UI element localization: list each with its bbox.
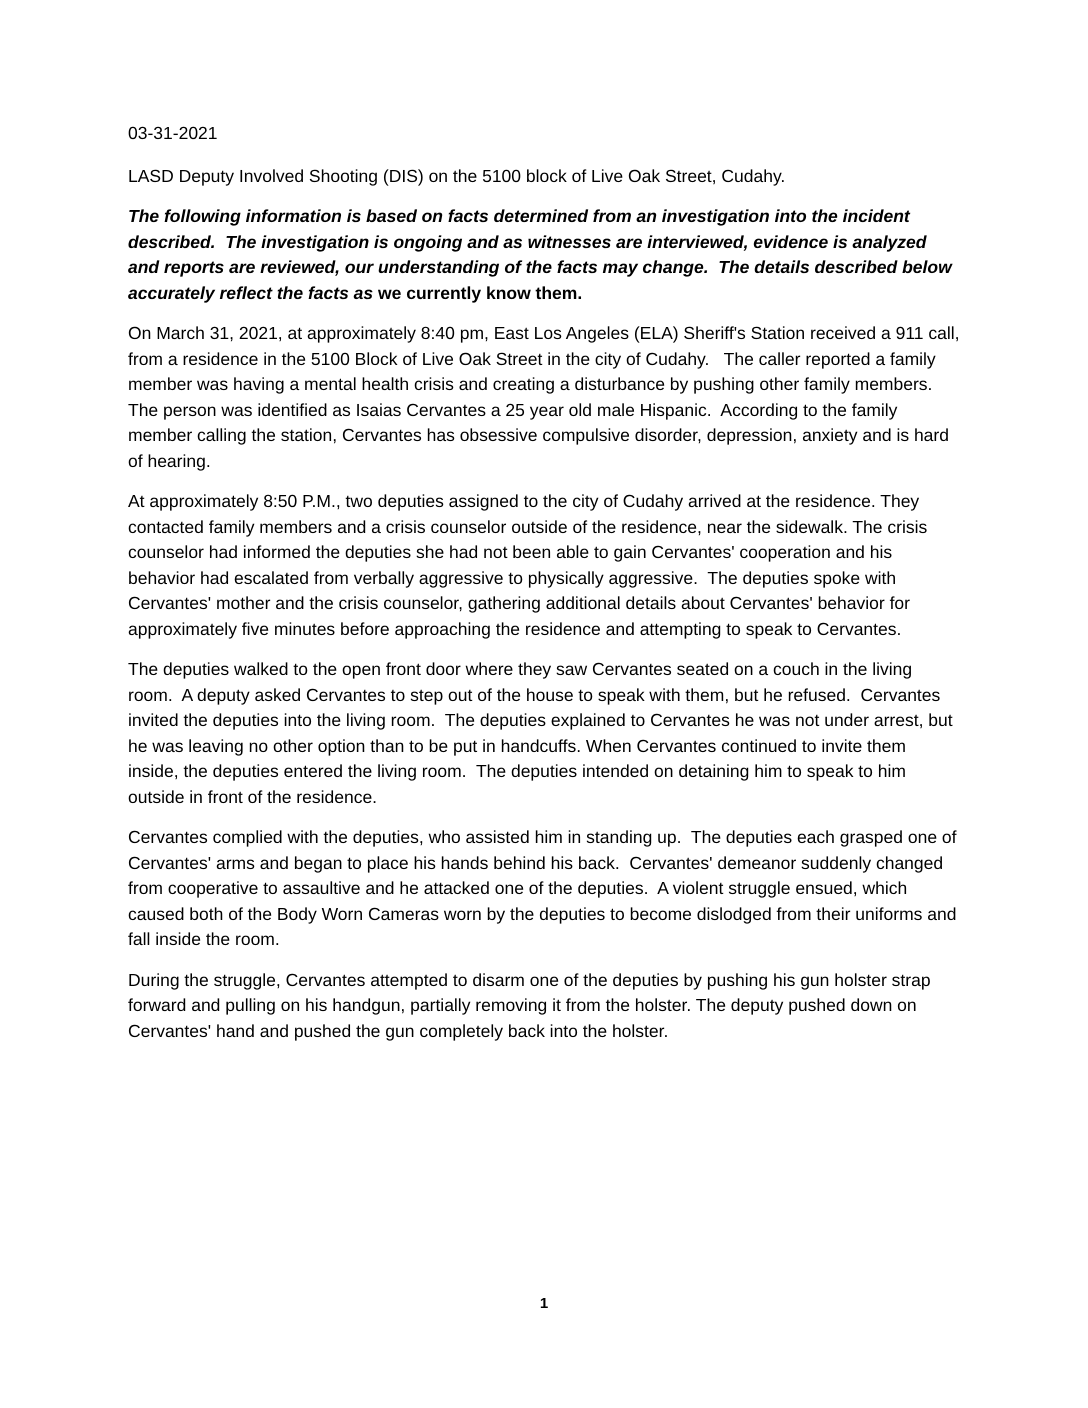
- disclaimer-upright-text: we currently know them.: [378, 282, 583, 303]
- page-number: 1: [539, 1295, 549, 1312]
- body-paragraph-2: At approximately 8:50 P.M., two deputies assigned to the city of Cudahy arrived at the residence. They contacted family members and a crisis counselor outside of the residence, near the sidewalk. The crisis counselor had informed the deputies she had not been able to gain Cervantes' cooperation and his behavior had escalated from verbally aggressive to physically aggressive. The deputies spoke with Cervantes' mother and the crisis counselor, gathering additional details about Cervantes' behavior for approximately five minutes before approaching the residence and attempting to speak to Cervantes.: [128, 491, 933, 639]
- disclaimer-paragraph: [128, 204, 960, 306]
- body-paragraph-3: The deputies walked to the open front door where they saw Cervantes seated on a couch in the living room. A deputy asked Cervantes to step out of the house to speak with them, but he refused. Cervantes invited the deputies into the living room. The deputies explained to Cervantes he was not under arrest, but he was leaving no other option than to be put in handcuffs. When Cervantes continued to invite them inside, the deputies entered the living room. The deputies intended on detaining him to speak to him outside in front of the residence.: [128, 659, 958, 807]
- document-date: 03-31-2021: [128, 123, 218, 143]
- document-title: LASD Deputy Involved Shooting (DIS) on the 5100 block of Live Oak Street, Cudahy.: [128, 165, 786, 186]
- body-paragraph-5: During the struggle, Cervantes attempted to disarm one of the deputies by pushing his gun holster strap forward and pulling on his handgun, partially removing it from the holster. The deputy pushed down on Cervantes' hand and pushed the gun completely back into the holster.: [128, 969, 936, 1041]
- disclaimer-italic-text: The following information is based on facts determined from an investigation into the incident described. The investigation is ongoing and as witnesses are interviewed, evidence is analyzed and reports are reviewed, our understanding of the facts may change. The details described below accurately reflect the facts as: [128, 206, 957, 303]
- body-paragraph-1: On March 31, 2021, at approximately 8:40 pm, East Los Angeles (ELA) Sheriff's Station received a 911 call, from a residence in the 5100 Block of Live Oak Street in the city of Cudahy. The caller reported a family member was having a mental health crisis and creating a disturbance by pushing other family members. The person was identified as Isaias Cervantes a 25 year old male Hispanic. According to the family member calling the station, Cervantes has obsessive compulsive disorder, depression, anxiety and is hard of hearing.: [128, 323, 965, 471]
- body-paragraph-4: Cervantes complied with the deputies, who assisted him in standing up. The deputies each grasped one of Cervantes' arms and began to place his hands behind his back. Cervantes' demeanor suddenly changed from cooperative to assaultive and he attacked one of the deputies. A violent struggle ensued, which caused both of the Body Worn Cameras worn by the deputies to become dislodged from their uniforms and fall inside the room.: [128, 827, 962, 949]
